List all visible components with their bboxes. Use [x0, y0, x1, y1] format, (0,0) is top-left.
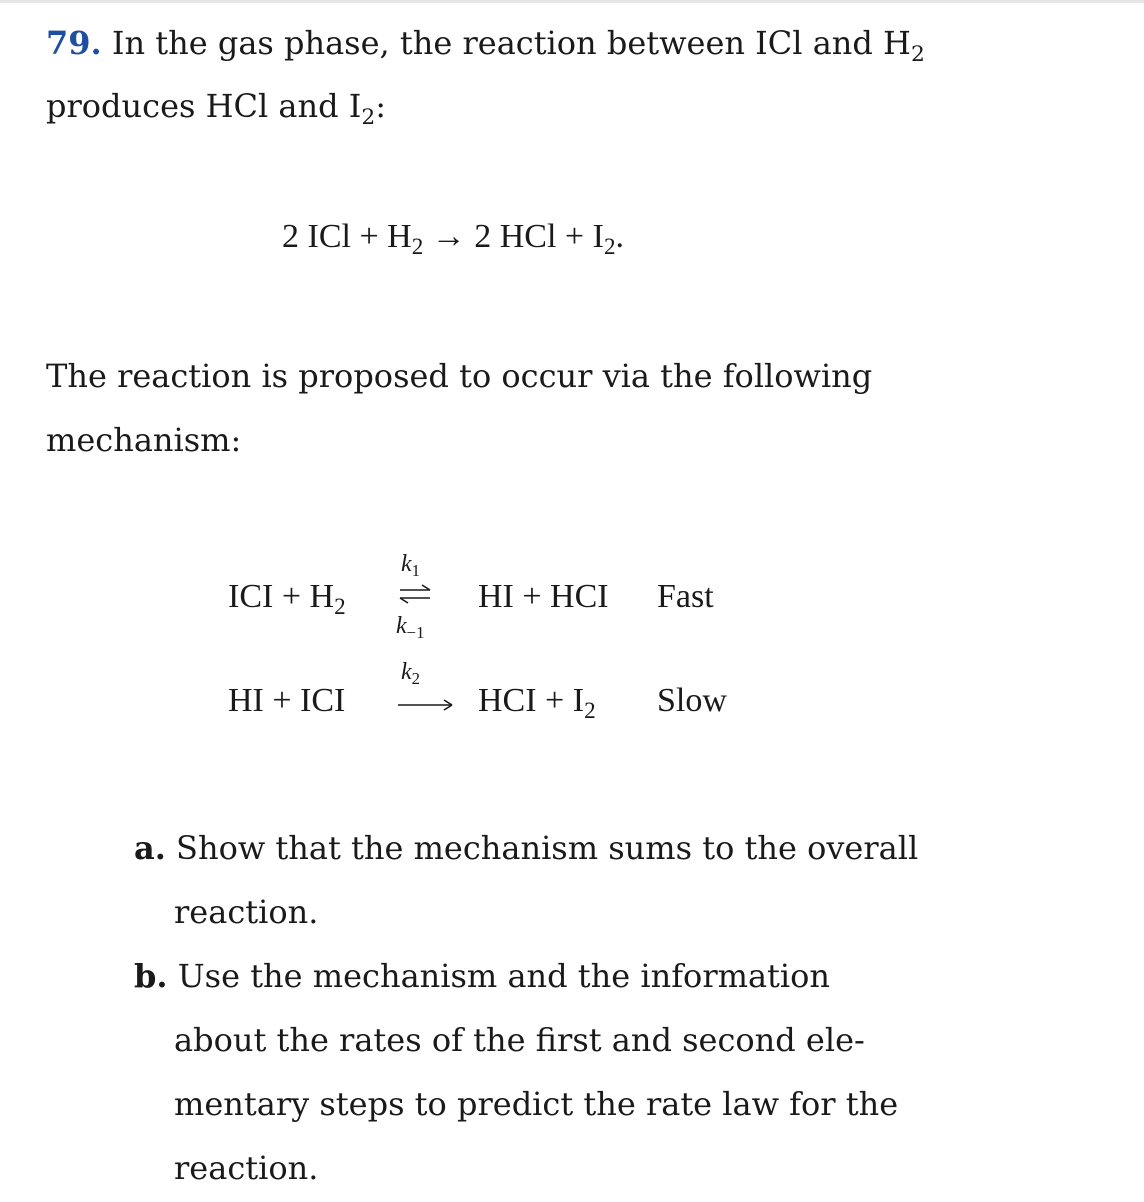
step2-k-forward — [401, 659, 421, 689]
overall-end: . — [615, 218, 624, 255]
question-text-2-sub: 2 — [361, 104, 376, 130]
question-line-2 — [46, 87, 386, 130]
overall-rhs: 2 HCl + I — [474, 218, 604, 255]
step2-speed: Slow — [657, 682, 727, 719]
overall-lhs: 2 ICl + H — [282, 218, 412, 255]
intro-line-2: mechanism: — [46, 421, 242, 459]
question-number: 79. — [46, 24, 102, 62]
overall-rhs-sub: 2 — [603, 234, 616, 261]
step2-k-forward-symbol: k — [401, 659, 412, 685]
part-b-label: b. — [134, 957, 168, 995]
overall-lhs-sub: 2 — [411, 234, 424, 261]
part-a-text-1: Show that the mechanism sums to the overall — [176, 829, 919, 867]
step1-k-reverse-sub: −1 — [406, 623, 425, 643]
question-text-1-sub: 2 — [910, 41, 925, 67]
step2-products-sub: 2 — [584, 698, 596, 725]
part-a-line-1 — [134, 829, 919, 867]
overall-arrow: → — [431, 218, 466, 255]
step2-k-forward-sub: 2 — [411, 669, 421, 689]
step1-k-forward-sub: 1 — [411, 561, 421, 581]
step1-reactants-text: ICI + H — [228, 578, 335, 615]
step1-reactants — [228, 578, 346, 621]
step1-reactants-sub: 2 — [334, 594, 346, 621]
part-a-label: a. — [134, 829, 166, 867]
question-text-2: produces HCl and I — [46, 87, 362, 125]
equilibrium-arrow-icon — [398, 584, 434, 604]
step1-k-reverse-symbol: k — [396, 613, 407, 639]
step1-products: HI + HCI — [478, 578, 609, 615]
step1-k-reverse — [396, 613, 425, 643]
question-line-1 — [46, 24, 925, 67]
intro-line-1: The reaction is proposed to occur via the following — [46, 357, 873, 395]
step2-products-text: HCI + I — [478, 682, 585, 719]
question-text-1: In the gas phase, the reaction between ICl and H — [111, 24, 911, 62]
part-b-line-4: reaction. — [174, 1149, 319, 1187]
step1-k-forward-symbol: k — [401, 551, 412, 577]
part-a-line-2: reaction. — [174, 893, 319, 931]
step1-k-forward — [401, 551, 421, 581]
part-b-line-2: about the rates of the first and second ele- — [174, 1021, 865, 1059]
part-b-line-1 — [134, 957, 830, 995]
forward-arrow-icon — [396, 698, 456, 712]
question-text-2-end: : — [375, 87, 386, 125]
top-divider — [0, 0, 1144, 3]
part-b-line-3: mentary steps to predict the rate law for the — [174, 1085, 899, 1123]
step2-reactants: HI + ICI — [228, 682, 346, 719]
step1-speed: Fast — [657, 578, 714, 615]
part-b-text-1: Use the mechanism and the information — [177, 957, 830, 995]
step2-products — [478, 682, 596, 725]
overall-equation — [282, 218, 624, 261]
